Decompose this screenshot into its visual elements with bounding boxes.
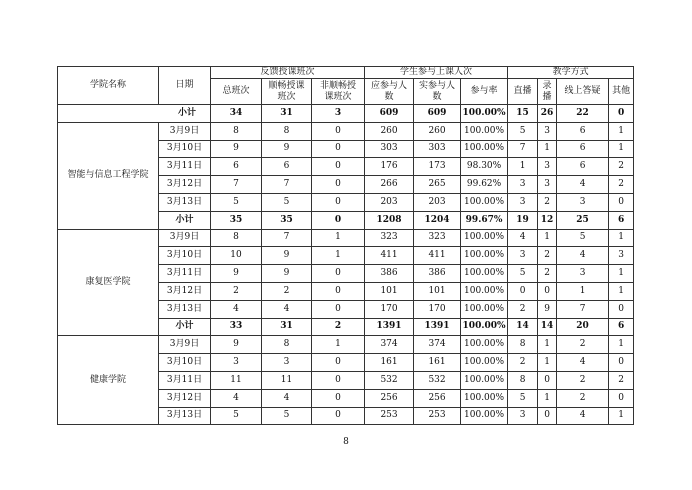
table-cell: 1 (508, 158, 538, 176)
table-cell: 0 (508, 282, 538, 300)
table-cell: 100.00% (461, 229, 508, 247)
date-cell: 3月12日 (159, 389, 211, 407)
table-cell: 11 (211, 371, 262, 389)
table-cell: 0 (312, 407, 365, 425)
table-cell: 4 (262, 300, 312, 318)
page-number: 8 (343, 437, 349, 447)
table-row (58, 336, 634, 354)
table-cell: 5 (508, 265, 538, 283)
table-cell: 1 (609, 407, 634, 425)
table-cell: 411 (414, 247, 461, 265)
table-cell: 7 (508, 140, 538, 158)
table-cell: 9 (262, 140, 312, 158)
table-cell: 2 (538, 193, 557, 211)
table-cell: 31 (262, 318, 312, 336)
table-cell: 8 (211, 229, 262, 247)
table-cell: 170 (365, 300, 414, 318)
table-cell: 3 (508, 193, 538, 211)
table-cell: 2 (538, 265, 557, 283)
table-cell: 22 (557, 105, 609, 123)
table-cell: 2 (609, 176, 634, 194)
table-cell: 1 (538, 389, 557, 407)
header-attend-group: 学生参与上课人次 (365, 67, 508, 79)
table-cell: 7 (262, 176, 312, 194)
table-cell: 3 (609, 247, 634, 265)
table-cell: 0 (312, 176, 365, 194)
table-cell: 303 (365, 140, 414, 158)
table-cell: 176 (365, 158, 414, 176)
table-cell: 609 (365, 105, 414, 123)
header-rate: 参与率 (461, 79, 508, 105)
table-cell: 3 (508, 407, 538, 425)
table-cell: 1 (609, 265, 634, 283)
date-cell: 3月13日 (159, 193, 211, 211)
table-cell: 203 (414, 193, 461, 211)
subtotal-row (58, 105, 634, 123)
table-cell: 35 (211, 211, 262, 229)
table-cell: 1391 (414, 318, 461, 336)
table-cell: 532 (414, 371, 461, 389)
header-college: 学院名称 (58, 67, 159, 105)
table-cell: 3 (508, 176, 538, 194)
table-cell: 8 (508, 336, 538, 354)
table-cell: 374 (414, 336, 461, 354)
table-cell: 5 (262, 407, 312, 425)
header-method-group: 教学方式 (508, 67, 634, 79)
table-cell: 4 (557, 354, 609, 372)
table-row (58, 229, 634, 247)
table-cell: 100.00% (461, 193, 508, 211)
table-cell: 3 (557, 193, 609, 211)
date-cell: 3月11日 (159, 371, 211, 389)
table-cell: 8 (262, 336, 312, 354)
table-cell: 6 (262, 158, 312, 176)
table-cell: 1 (609, 122, 634, 140)
table-cell: 2 (508, 300, 538, 318)
header-not-smooth: 非顺畅授课班次 (312, 79, 365, 105)
table-cell: 253 (365, 407, 414, 425)
table-cell: 0 (538, 282, 557, 300)
table-cell: 101 (414, 282, 461, 300)
table-cell: 100.00% (461, 247, 508, 265)
date-cell: 3月12日 (159, 282, 211, 300)
subtotal-label: 小计 (159, 318, 211, 336)
table-cell: 2 (557, 336, 609, 354)
header-online-qa: 线上答疑 (557, 79, 609, 105)
table-cell: 100.00% (461, 300, 508, 318)
table-cell: 532 (365, 371, 414, 389)
table-cell: 256 (365, 389, 414, 407)
header-smooth: 顺畅授课班次 (262, 79, 312, 105)
table-cell: 31 (262, 105, 312, 123)
table-cell: 14 (508, 318, 538, 336)
table-cell: 1 (312, 336, 365, 354)
table-cell: 2 (557, 371, 609, 389)
subtotal-label: 小计 (58, 105, 211, 123)
table-cell: 100.00% (461, 265, 508, 283)
table-cell: 0 (312, 158, 365, 176)
table-cell: 100.00% (461, 354, 508, 372)
subtotal-label: 小计 (159, 211, 211, 229)
date-cell: 3月10日 (159, 354, 211, 372)
table-cell: 203 (365, 193, 414, 211)
table-cell: 266 (365, 176, 414, 194)
table-cell: 100.00% (461, 389, 508, 407)
table-cell: 4 (211, 389, 262, 407)
table-cell: 5 (262, 193, 312, 211)
table-cell: 15 (508, 105, 538, 123)
table-cell: 3 (262, 354, 312, 372)
table-cell: 386 (414, 265, 461, 283)
table-cell: 2 (508, 354, 538, 372)
table-cell: 3 (508, 247, 538, 265)
table-cell: 161 (414, 354, 461, 372)
table-cell: 0 (312, 300, 365, 318)
table-cell: 5 (508, 122, 538, 140)
table-cell: 0 (312, 371, 365, 389)
table-cell: 4 (211, 300, 262, 318)
table-cell: 0 (312, 265, 365, 283)
date-cell: 3月13日 (159, 407, 211, 425)
table-cell: 4 (262, 389, 312, 407)
table-cell: 374 (365, 336, 414, 354)
table-cell: 5 (508, 389, 538, 407)
header-total-classes: 总班次 (211, 79, 262, 105)
table-cell: 161 (365, 354, 414, 372)
table-cell: 3 (211, 354, 262, 372)
table-cell: 101 (365, 282, 414, 300)
table-cell: 0 (312, 193, 365, 211)
table-cell: 5 (557, 229, 609, 247)
table-cell: 25 (557, 211, 609, 229)
header-feedback-group: 反馈授课班次 (211, 67, 365, 79)
table-cell: 3 (538, 176, 557, 194)
table-body (58, 67, 634, 425)
header-date: 日期 (159, 67, 211, 105)
header-live: 直播 (508, 79, 538, 105)
table-cell: 8 (211, 122, 262, 140)
table-cell: 1208 (365, 211, 414, 229)
header-actual-attend: 实参与人数 (414, 79, 461, 105)
table-cell: 323 (365, 229, 414, 247)
table-cell: 1 (538, 336, 557, 354)
header-other: 其他 (609, 79, 634, 105)
date-cell: 3月11日 (159, 265, 211, 283)
table-cell: 6 (557, 158, 609, 176)
table-cell: 10 (211, 247, 262, 265)
header-recorded: 录播 (538, 79, 557, 105)
date-cell: 3月9日 (159, 122, 211, 140)
table-cell: 1 (609, 282, 634, 300)
table-cell: 5 (211, 407, 262, 425)
table-cell: 2 (312, 318, 365, 336)
table-cell: 7 (211, 176, 262, 194)
table-cell: 6 (609, 211, 634, 229)
table-cell: 9 (211, 336, 262, 354)
table-cell: 1391 (365, 318, 414, 336)
table-cell: 100.00% (461, 336, 508, 354)
date-cell: 3月9日 (159, 229, 211, 247)
table-cell: 0 (609, 354, 634, 372)
table-cell: 1 (312, 247, 365, 265)
table-cell: 100.00% (461, 318, 508, 336)
table-cell: 3 (538, 158, 557, 176)
table-cell: 4 (557, 247, 609, 265)
table-cell: 34 (211, 105, 262, 123)
table-cell: 8 (262, 122, 312, 140)
table-cell: 19 (508, 211, 538, 229)
table-cell: 411 (365, 247, 414, 265)
table-cell: 2 (609, 371, 634, 389)
table-cell: 100.00% (461, 407, 508, 425)
table-cell: 1 (609, 229, 634, 247)
table-cell: 6 (557, 122, 609, 140)
table-cell: 0 (312, 140, 365, 158)
table-cell: 6 (557, 140, 609, 158)
table-cell: 100.00% (461, 122, 508, 140)
teaching-report-table (57, 66, 634, 425)
date-cell: 3月13日 (159, 300, 211, 318)
table-cell: 20 (557, 318, 609, 336)
table-cell: 7 (262, 229, 312, 247)
table-cell: 8 (508, 371, 538, 389)
college-name: 康复医学院 (58, 229, 159, 336)
table-cell: 3 (538, 122, 557, 140)
college-name: 健康学院 (58, 336, 159, 425)
table-cell: 14 (538, 318, 557, 336)
table-cell: 9 (211, 265, 262, 283)
table-cell: 100.00% (461, 105, 508, 123)
table-cell: 1 (312, 229, 365, 247)
date-cell: 3月11日 (159, 158, 211, 176)
date-cell: 3月9日 (159, 336, 211, 354)
table-cell: 609 (414, 105, 461, 123)
table-cell: 323 (414, 229, 461, 247)
table-cell: 386 (365, 265, 414, 283)
table-cell: 0 (538, 407, 557, 425)
table-cell: 6 (211, 158, 262, 176)
table-cell: 4 (557, 176, 609, 194)
table-cell: 1 (609, 140, 634, 158)
table-cell: 2 (538, 247, 557, 265)
college-name: 智能与信息工程学院 (58, 122, 159, 229)
table-cell: 0 (312, 354, 365, 372)
table-cell: 100.00% (461, 371, 508, 389)
table-cell: 2 (609, 158, 634, 176)
date-cell: 3月12日 (159, 176, 211, 194)
table-cell: 0 (609, 193, 634, 211)
table-cell: 9 (262, 247, 312, 265)
table-cell: 1 (538, 229, 557, 247)
table-cell: 256 (414, 389, 461, 407)
table-cell: 6 (609, 318, 634, 336)
table-cell: 1 (557, 282, 609, 300)
table-cell: 4 (508, 229, 538, 247)
table-cell: 9 (211, 140, 262, 158)
table-cell: 0 (609, 389, 634, 407)
table-cell: 1 (609, 336, 634, 354)
table-row (58, 122, 634, 140)
table-cell: 3 (312, 105, 365, 123)
table-cell: 260 (414, 122, 461, 140)
table-cell: 0 (312, 282, 365, 300)
table-cell: 7 (557, 300, 609, 318)
table-cell: 170 (414, 300, 461, 318)
table-cell: 0 (538, 371, 557, 389)
header-should-attend: 应参与人数 (365, 79, 414, 105)
table-cell: 100.00% (461, 282, 508, 300)
table-cell: 0 (609, 105, 634, 123)
table-cell: 0 (609, 300, 634, 318)
table-cell: 1204 (414, 211, 461, 229)
table-cell: 2 (262, 282, 312, 300)
table-cell: 35 (262, 211, 312, 229)
table-cell: 265 (414, 176, 461, 194)
table-cell: 2 (557, 389, 609, 407)
table-cell: 99.62% (461, 176, 508, 194)
date-cell: 3月10日 (159, 247, 211, 265)
table-cell: 0 (312, 122, 365, 140)
table-cell: 1 (538, 140, 557, 158)
table-cell: 0 (312, 211, 365, 229)
table-cell: 2 (211, 282, 262, 300)
table-cell: 12 (538, 211, 557, 229)
table-cell: 4 (557, 407, 609, 425)
table-cell: 260 (365, 122, 414, 140)
table-cell: 1 (538, 354, 557, 372)
table-cell: 100.00% (461, 140, 508, 158)
table-cell: 5 (211, 193, 262, 211)
table-cell: 26 (538, 105, 557, 123)
date-cell: 3月10日 (159, 140, 211, 158)
table-cell: 98.30% (461, 158, 508, 176)
table-cell: 9 (262, 265, 312, 283)
table-cell: 303 (414, 140, 461, 158)
table-cell: 99.67% (461, 211, 508, 229)
table-cell: 9 (538, 300, 557, 318)
table-cell: 3 (557, 265, 609, 283)
table-cell: 11 (262, 371, 312, 389)
table-cell: 253 (414, 407, 461, 425)
table-cell: 33 (211, 318, 262, 336)
table-cell: 0 (312, 389, 365, 407)
table-cell: 173 (414, 158, 461, 176)
